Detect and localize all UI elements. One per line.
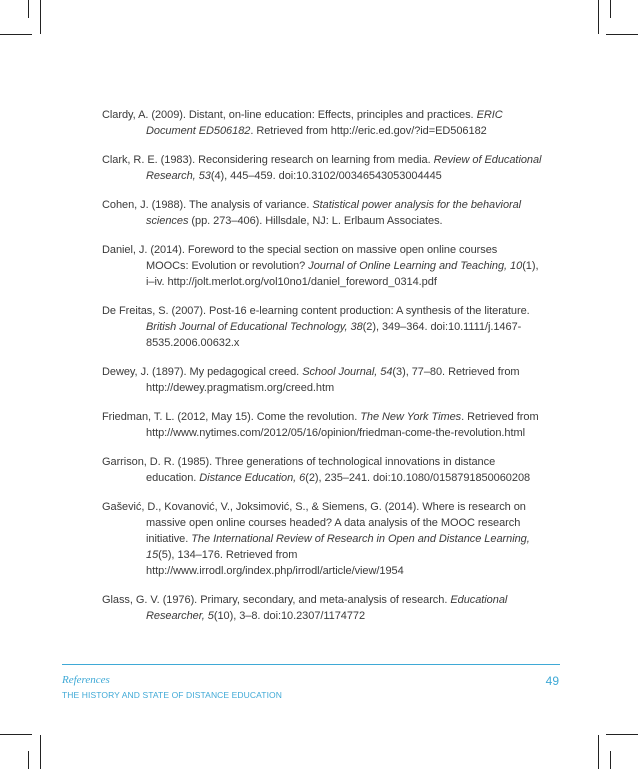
crop-mark bbox=[40, 0, 41, 34]
crop-mark bbox=[28, 751, 29, 769]
footer-section-title: References bbox=[62, 674, 110, 686]
reference-entry: De Freitas, S. (2007). Post-16 e-learning content production: A synthesis of the literature. British Journal of Educational Technology, 38(2), 349–364. doi:10.1111/j.1467-8535.2006.00632.x bbox=[102, 305, 530, 349]
crop-mark bbox=[0, 734, 32, 735]
reference-entry: Glass, G. V. (1976). Primary, secondary, and meta-analysis of research. Educational Researcher, 5(10), 3–8. doi:10.2307/1174772 bbox=[102, 594, 508, 622]
reference-entry: Clark, R. E. (1983). Reconsidering research on learning from media. Review of Educational Research, 53(4), 445–459. doi:10.3102/00346543053004445 bbox=[102, 154, 542, 182]
crop-mark bbox=[0, 34, 32, 35]
crop-mark bbox=[610, 751, 611, 769]
reference-entry: Clardy, A. (2009). Distant, on-line education: Effects, principles and practices. ERIC Document ED506182. Retrieved from http://eric.ed.gov/?id=ED506182 bbox=[102, 109, 503, 137]
crop-mark bbox=[606, 734, 638, 735]
crop-mark bbox=[28, 0, 29, 18]
page-number: 49 bbox=[545, 674, 559, 688]
reference-entry: Daniel, J. (2014). Foreword to the special section on massive open online courses MOOCs: Evolution or revolution? Journal of Online Learning and Teaching, 10(1), i–iv. http://jolt.merlot.org/vol10no1/daniel_foreword_0314.pdf bbox=[102, 244, 539, 288]
reference-entry: Gašević, D., Kovanović, V., Joksimović, S., & Siemens, G. (2014). Where is research on massive open online courses headed? A data analysis of the MOOC research initiative. The International Review of Research in Open and Distance Learning, 15(5), 134–176. Retrieved from http://www.irrodl.org/index.php/irrodl/article/view/1954 bbox=[102, 501, 530, 577]
footer-book-title: THE HISTORY AND STATE OF DISTANCE EDUCATION bbox=[62, 690, 282, 700]
crop-mark bbox=[598, 0, 599, 34]
crop-mark bbox=[606, 34, 638, 35]
footer-rule bbox=[62, 664, 560, 665]
crop-mark bbox=[40, 735, 41, 769]
crop-mark bbox=[598, 735, 599, 769]
reference-entry: Friedman, T. L. (2012, May 15). Come the revolution. The New York Times. Retrieved from http://www.nytimes.com/2012/05/16/opinion/friedman-come-the-revolution.html bbox=[102, 411, 539, 439]
reference-entry: Garrison, D. R. (1985). Three generations of technological innovations in distance education. Distance Education, 6(2), 235–241. doi:10.1080/0158791850060208 bbox=[102, 456, 531, 484]
reference-list bbox=[102, 107, 542, 637]
reference-entry: Cohen, J. (1988). The analysis of variance. Statistical power analysis for the behavioral sciences (pp. 273–406). Hillsdale, NJ: L. Erlbaum Associates. bbox=[102, 199, 522, 227]
crop-mark bbox=[610, 0, 611, 18]
reference-entry: Dewey, J. (1897). My pedagogical creed. School Journal, 54(3), 77–80. Retrieved from http://dewey.pragmatism.org/creed.htm bbox=[102, 366, 520, 394]
